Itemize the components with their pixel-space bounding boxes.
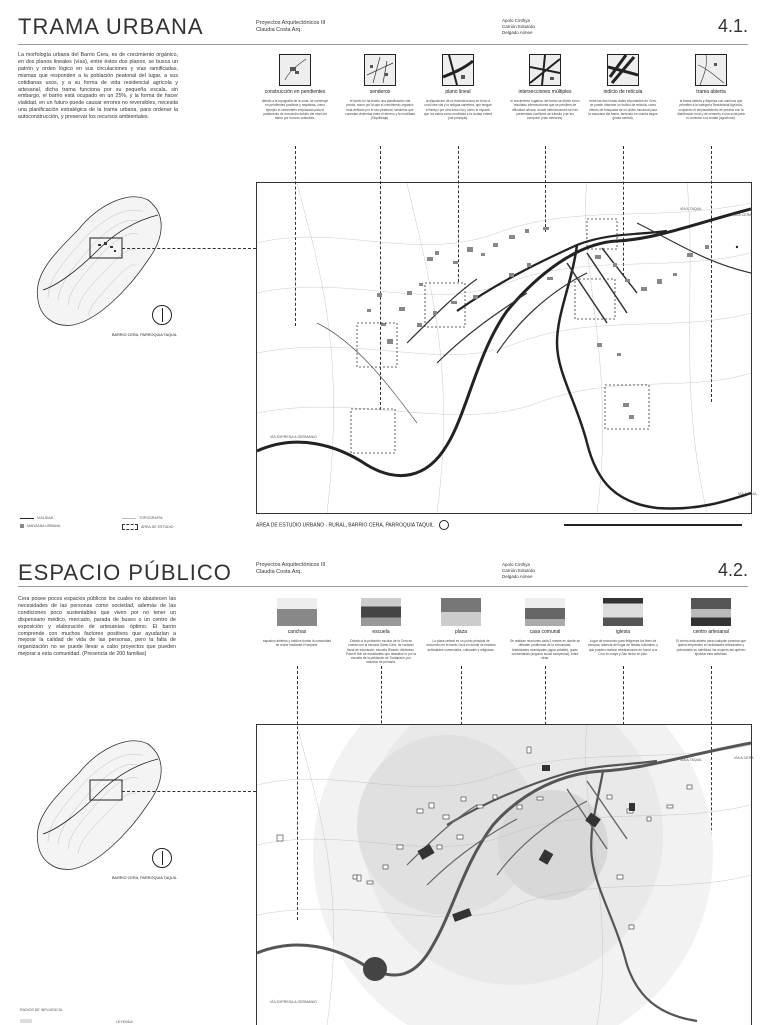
category-intersecciones-multiples: intersecciones múltiples el crecimiento orgánico del barrio se divide como resultado intersecciones que se perciben de dificultad urbana, donde intersecciones se han presentado conflictos de tránsito y se los compone (vías menores). xyxy=(510,54,580,120)
category-photo xyxy=(603,598,643,626)
pattern-thumbnail xyxy=(607,54,639,86)
influence-radius-legend: RADIOS DE INFLUENCIA xyxy=(20,1008,63,1012)
page-title: TRAMA URBANA xyxy=(18,14,204,39)
category-escuela: escuela Dotado a la población escolar de la Cera se cuenta con la escuela Santo Cera, de carácter fiscal de educación, escuela Ricardo Valdivieso. Para el fluir de estudiantes que abastece lo por la escuela de la población de Tuntanarin, por estudios de primaria. xyxy=(346,598,416,665)
category-trama-abierta: trama abierta la trama abierta y dispersa con caminos que permiten a la categoría Residencial Agrícola, ocupando el emplazamiento de predios con la distribución rural y de cemento a una zona para el conectar a la ciudad (agro/rural). xyxy=(676,54,746,120)
authors: Apolo Cinthya Carrión Eduardo Delgado Aimee xyxy=(502,18,536,35)
category-canchas: canchas espacios abiertos y baldíos donde la comunidad se reúne mediante el deporte. xyxy=(262,598,332,648)
pattern-thumbnail xyxy=(364,54,396,86)
road-label: VÍA EXPRESA A GERMANIO xyxy=(270,435,317,439)
locator-leader xyxy=(122,791,256,792)
map-caption: ÁREA DE ESTUDIO URBANO - RURAL, BARRIO CERA, PARROQUIA TAQUIL xyxy=(256,520,449,530)
course-info: Proyectos Arquitectónicos III Claudia Costa Arq. xyxy=(256,562,326,575)
place-label: BARRIO CERA, PARROQUIA TAQUIL xyxy=(112,333,177,337)
category-photo xyxy=(525,598,565,626)
category-photo xyxy=(441,598,481,626)
road-label: VÍA A CERA xyxy=(732,213,752,217)
public-space-map xyxy=(256,724,752,1025)
category-indicio-reticula: indicio de retícula entre las dos líneas viales importantes de Cera, se puede observar un indicio de retícula, como intento de búsqueda de un orden funcional para la manzana del barrio, teniendo en cuenta largos (plaza central). xyxy=(588,54,658,120)
legend-swatch xyxy=(20,1019,32,1023)
intro-text: Cera posee pocos espacios públicos los cuales no abastecen las necesidades de las personas como sociedad, además de las condiciones poco sustentables que viven por no tener un dispensario médico, mercado, parada de buses o un centro de exposición y elaboración de artesanías óptimo. El barrio comprende con muchos factores positivos que ayudarían a mejorar la calidad de vida de las personas, pero la falta de organización no se puede llevar a cabo proyectos que pueden mejorar a esta comunidad. (Presencia de 200 familias) xyxy=(18,596,176,658)
section-number: 4.2. xyxy=(717,560,748,580)
road-label: VÍA EXPRESA A GERMANIO xyxy=(270,1000,317,1004)
authors: Apolo Cinthya Carrión Eduardo Delgado Aimee xyxy=(502,562,536,579)
category-plaza: plaza La plaza central es un punto principal de encuentro en el barrio Cera en donde se realizan actividades comerciales, culturales y religiosas. xyxy=(426,598,496,652)
category-construccion-pendientes: construcción en pendientes debido a la topografía de la zona, se construye en pendientes positivas y negativas, como ejemplo el cementerio emplazado para el parlamento de encuentro debido del nivel del barrio por nuevos culturales. xyxy=(260,54,330,120)
category-iglesia: iglesia Lugar de encuentro para feligreses los fines de semana, además del lugar de fiestas culturales, y que pueden realizar celebraciones en honor a la Cruz en mayo y San Isidro en julio. xyxy=(588,598,658,656)
category-senderos: senderos el barrio no ha tenido una planificación vial previa, razón por la que el crecimiento orgánico está definido por el uso peatonal, senderos que conectan viviendas entre el terreno y la movilidad (Taquil/baja). xyxy=(345,54,415,120)
course-info: Proyectos Arquitectónicos III Claudia Costa Arq. xyxy=(256,20,326,33)
pattern-thumbnail xyxy=(279,54,311,86)
scale-bar xyxy=(564,524,742,526)
section-espacio-publico xyxy=(0,548,768,1024)
category-centro-artesanal: centro artesanal El centro está abierto para cualquier persona que quiera emprender en actividades artesanales y potenciales su habilidad, las mujeres así quieren ejecutar esta actividad. xyxy=(676,598,746,656)
place-label: BARRIO CERA, PARROQUIA TAQUIL xyxy=(112,876,177,880)
north-arrow-icon xyxy=(152,848,172,868)
pattern-thumbnail xyxy=(442,54,474,86)
category-photo xyxy=(361,598,401,626)
road-label: VÍA A TAQUIL xyxy=(680,207,703,211)
intro-text: La morfología urbana del Barrio Cera, es de crecimiento orgánico, en dos planos lineales (vías), entre éstos dos planos, se busca un patrón y orden lógico en sus circulaciones y vías ramificadas, mismas que responden a la población peatonal del lugar, a sus cotidianas usos, y a su forma de vida residencial agrícola y artesanal, dicha trama funciona por su pequeña escala, sin embargo, el barrio está ocupado en un 25%, y la forma de hacer vialidad, en un futuro puede causar errores no reversibles, necesita una planificación estratégica de la trama urbana, para ordenar la autoconstrucción, y preservar los recursos ambientales. xyxy=(18,52,178,121)
section-number: 4.1. xyxy=(717,16,748,36)
category-photo xyxy=(691,598,731,626)
locator-leader xyxy=(122,248,256,249)
page-title: ESPACIO PÚBLICO xyxy=(18,560,232,585)
category-plano-lineal: plano lineal la disposición de la vivienda busca en torno a una línea vial y la antigua carretera, que tengan el tiempo por otra línea vía y como el espacio que los actúa como movilidad a la ciudad entera (vía principal). xyxy=(423,54,493,120)
road-label: VÍA A TAQUIL xyxy=(680,758,703,762)
north-arrow-icon xyxy=(152,305,172,325)
pattern-thumbnail xyxy=(695,54,727,86)
category-casa-comunal: casa comunal Se realizan reuniones cada 3 meses en donde se debaten problemas de la comunidad, festividades municipales (agua potable), guías comunitarias (seguros social campesino), entre otras. xyxy=(510,598,580,660)
legend-title: LEYENDA xyxy=(116,1020,133,1024)
pattern-thumbnail xyxy=(529,54,561,86)
category-photo xyxy=(277,598,317,626)
north-arrow-icon xyxy=(439,520,449,530)
divider xyxy=(18,586,748,587)
road-label: VÍA A CERA xyxy=(734,756,754,760)
divider xyxy=(18,44,748,45)
urban-map xyxy=(256,182,752,514)
section-trama-urbana: TRAMA URBANA Proyectos Arquitectónicos III Claudia Costa Arq. Apolo Cinthya Carrión Eduardo Delgado Aimee 4.1. La morfología urbana del Barrio Cera, es de crecimiento orgánico, en dos planos lineales (vías), entre éstos dos planos, se busca un patrón y orden lógico en sus circulaciones y vías ramificadas, mismas que responden a la población peatonal del lugar, a sus cotidianas usos, y a su forma de vida residencial agrícola y artesanal, dicha trama funciona por su pequeña escala, sin embargo, el barrio está ocupado en un 25%, y la forma de hacer vialidad, en un futuro puede causar errores no reversibles, necesita una planificación estratégica de la trama urbana, para ordenar la autoconstrucción, y preservar los recursos ambientales. BARRIO CERA, PARROQUIA TAQUIL construcción en pendientes debido a la topografía de la zona, se construye en pendientes positivas y negativas, como ejemplo el cementerio emplazado para el parlamento de encuentro debido del nivel del barrio por nuevos culturales. senderos el barrio no ha tenido una planificación vial previa, razón por la que el crecimiento orgánico está definido por el uso peatonal, senderos que conectan viviendas entre el terreno y la movilidad (Taquil/baja). plano lineal la disposición de la vivienda busca en torno a una línea vial y la antigua carretera, que tengan el tiempo por otra línea vía y como el espacio que los actúa como movilidad a la ciudad entera (vía principal). intersecciones múltiples el crecimiento orgánico del barrio se divide como resultado intersecciones que se perciben de dificultad urbana, donde intersecciones se han presentado conflictos de tránsito y se los compone (vías menores). indicio de retícula entre las dos líneas viales importantes de Cera, se puede observar un indicio de retícula, como intento de búsqueda de un orden funcional para la manzana del barrio, teniendo en cuenta largos (plaza central). trama abierta la trama abierta y dispersa con caminos que permiten a la categoría Residencial Agrícola, ocupando el emplazamiento de predios con la distribución rural y de cemento a una zona para el conectar a la ciudad (agro/rural). VÍA EXPRESA A GERMANIO VÍA A TAQUIL VÍA A CERA VÍA A LOJA ÁREA DE ESTUDIO URBANO - RURAL, BARRIO CERA, PARROQUIA TAQUIL VIALIDAD MANZANA URBANA TOPOGRAFÍA ÁREA DE ESTUDIO xyxy=(18,14,757,529)
road-label: VÍA A LOJA xyxy=(738,492,757,496)
